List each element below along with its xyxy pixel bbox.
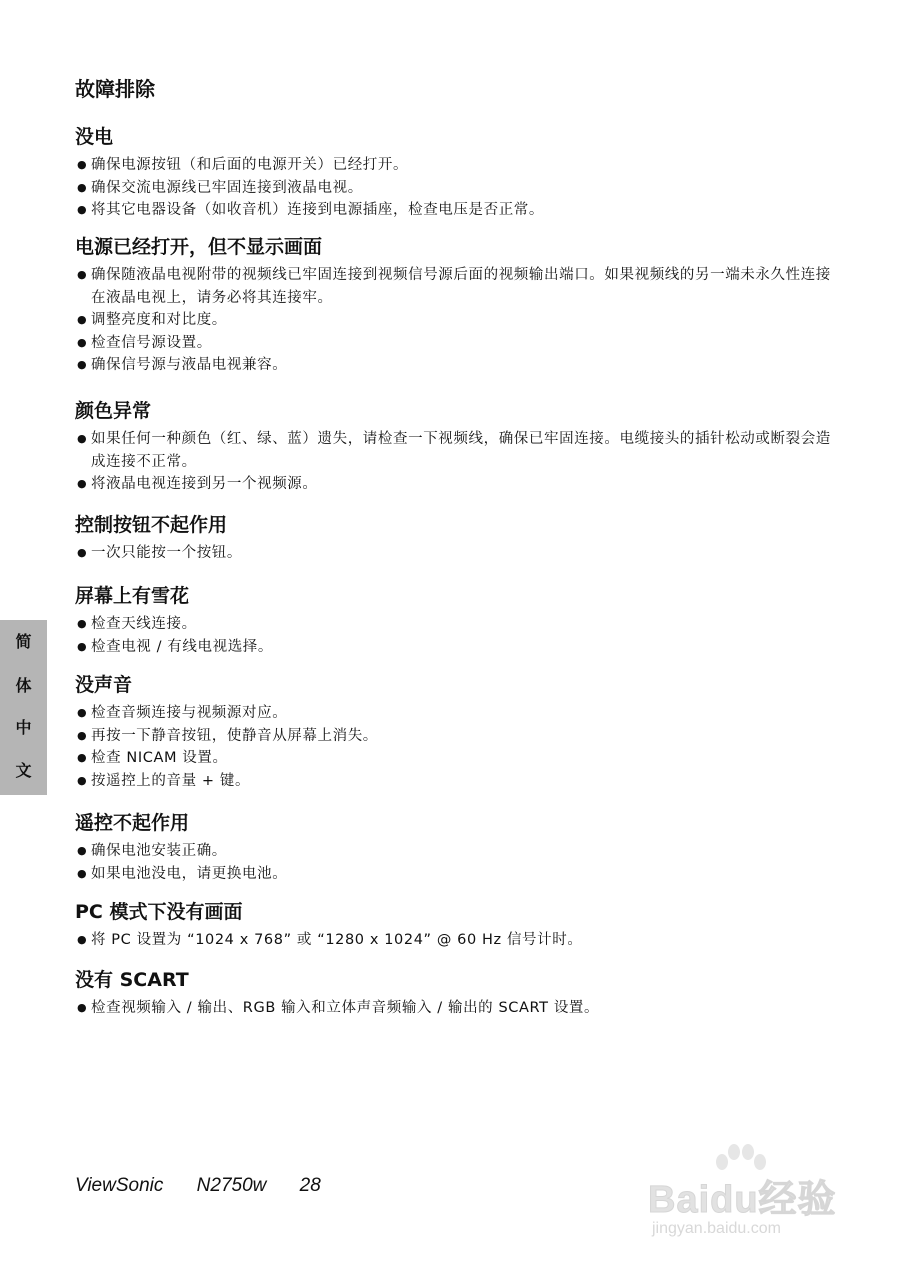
section-abnormal-color <box>75 398 835 496</box>
bullet-icon: ● <box>77 728 88 742</box>
list-item: ● 将液晶电视连接到另一个视频源。 <box>75 473 835 496</box>
watermark-url: jingyan.baidu.com <box>652 1220 781 1237</box>
bullet-icon: ● <box>77 477 88 490</box>
section-snow-on-screen <box>75 583 835 658</box>
section-power-on-no-picture <box>75 234 835 377</box>
side-tab-char: 体 <box>15 676 32 695</box>
bullet-icon: ● <box>77 866 88 880</box>
list-item: ● 确保随液晶电视附带的视频线已牢固连接到视频信号源后面的视频输出端口。如果视频线的另一端未永久性连接在液晶电视上，请务必将其连接牢。 <box>75 264 835 309</box>
footer-page-number: 28 <box>299 1175 321 1196</box>
section-heading: 屏幕上有雪花 <box>75 585 190 607</box>
section-heading: 没电 <box>75 126 114 148</box>
list-item: ● 确保信号源与液晶电视兼容。 <box>75 354 835 377</box>
list-item: ● 检查信号源设置。 <box>75 332 835 355</box>
baidu-watermark <box>640 1140 880 1250</box>
bullet-icon: ● <box>77 203 88 216</box>
list-item: ● 将其它电器设备（如收音机）连接到电源插座，检查电压是否正常。 <box>75 199 835 222</box>
section-no-sound <box>75 672 835 792</box>
section-heading: PC 模式下没有画面 <box>75 901 243 923</box>
section-pc-mode-no-picture <box>75 899 835 952</box>
section-buttons-not-working <box>75 512 835 565</box>
footer-model: N2750w <box>196 1175 267 1196</box>
section-heading: 颜色异常 <box>75 400 152 422</box>
bullet-icon: ● <box>77 706 88 719</box>
watermark-logo: Baidu经验 <box>648 1179 837 1221</box>
list-item: ● 检查音频连接与视频源对应。 <box>75 702 835 725</box>
bullet-icon: ● <box>77 933 88 946</box>
bullet-icon: ● <box>77 335 88 349</box>
section-no-power <box>75 124 835 222</box>
list-item: ● 一次只能按一个按钮。 <box>75 542 835 565</box>
list-item: ● 确保电源按钮（和后面的电源开关）已经打开。 <box>75 154 835 177</box>
language-side-tab <box>0 620 47 795</box>
list-item: ● 检查电视 / 有线电视选择。 <box>75 636 835 659</box>
list-item: ● 调整亮度和对比度。 <box>75 309 835 332</box>
page-footer <box>75 1175 349 1197</box>
bullet-icon: ● <box>77 773 88 787</box>
bullet-icon: ● <box>77 546 88 559</box>
list-item: ● 检查视频输入 / 输出、RGB 输入和立体声音频输入 / 输出的 SCART 设置。 <box>75 997 835 1020</box>
side-tab-char: 中 <box>15 718 32 737</box>
list-item: ● 将 PC 设置为 “1024 x 768” 或 “1280 x 1024” @ 60 Hz 信号计时。 <box>75 929 835 952</box>
list-item: ● 确保交流电源线已牢固连接到液晶电视。 <box>75 177 835 200</box>
bullet-icon: ● <box>77 180 88 194</box>
bullet-icon: ● <box>77 751 88 764</box>
list-item: ● 确保电池安装正确。 <box>75 840 835 863</box>
section-heading: 没有 SCART <box>75 969 189 991</box>
bullet-icon: ● <box>77 844 88 857</box>
list-item: ● 检查天线连接。 <box>75 613 835 636</box>
page-title: 故障排除 <box>75 77 155 101</box>
section-remote-not-working <box>75 810 835 885</box>
side-tab-char: 简 <box>15 632 32 651</box>
list-item: ● 再按一下静音按钮，使静音从屏幕上消失。 <box>75 725 835 748</box>
bullet-icon: ● <box>77 639 88 653</box>
bullet-icon: ● <box>77 617 88 630</box>
section-no-scart <box>75 967 835 1020</box>
section-heading: 电源已经打开，但不显示画面 <box>75 236 323 258</box>
footer-brand: ViewSonic <box>75 1175 164 1196</box>
section-heading: 控制按钮不起作用 <box>75 514 228 536</box>
list-item: ● 检查 NICAM 设置。 <box>75 747 835 770</box>
bullet-icon: ● <box>77 358 88 371</box>
bullet-icon: ● <box>77 158 88 171</box>
section-heading: 没声音 <box>75 674 133 696</box>
bullet-icon: ● <box>77 1001 88 1014</box>
list-item: ● 按遥控上的音量 + 键。 <box>75 770 835 793</box>
list-item: ● 如果电池没电，请更换电池。 <box>75 863 835 886</box>
list-item: ● 如果任何一种颜色（红、绿、蓝）遗失，请检查一下视频线，确保已牢固连接。电缆接头的插针松动或断裂会造成连接不正常。 <box>75 428 835 473</box>
bullet-icon: ● <box>77 313 88 326</box>
bullet-icon: ● <box>77 268 88 281</box>
bullet-icon: ● <box>77 432 88 445</box>
side-tab-char: 文 <box>15 761 32 780</box>
section-heading: 遥控不起作用 <box>75 812 190 834</box>
